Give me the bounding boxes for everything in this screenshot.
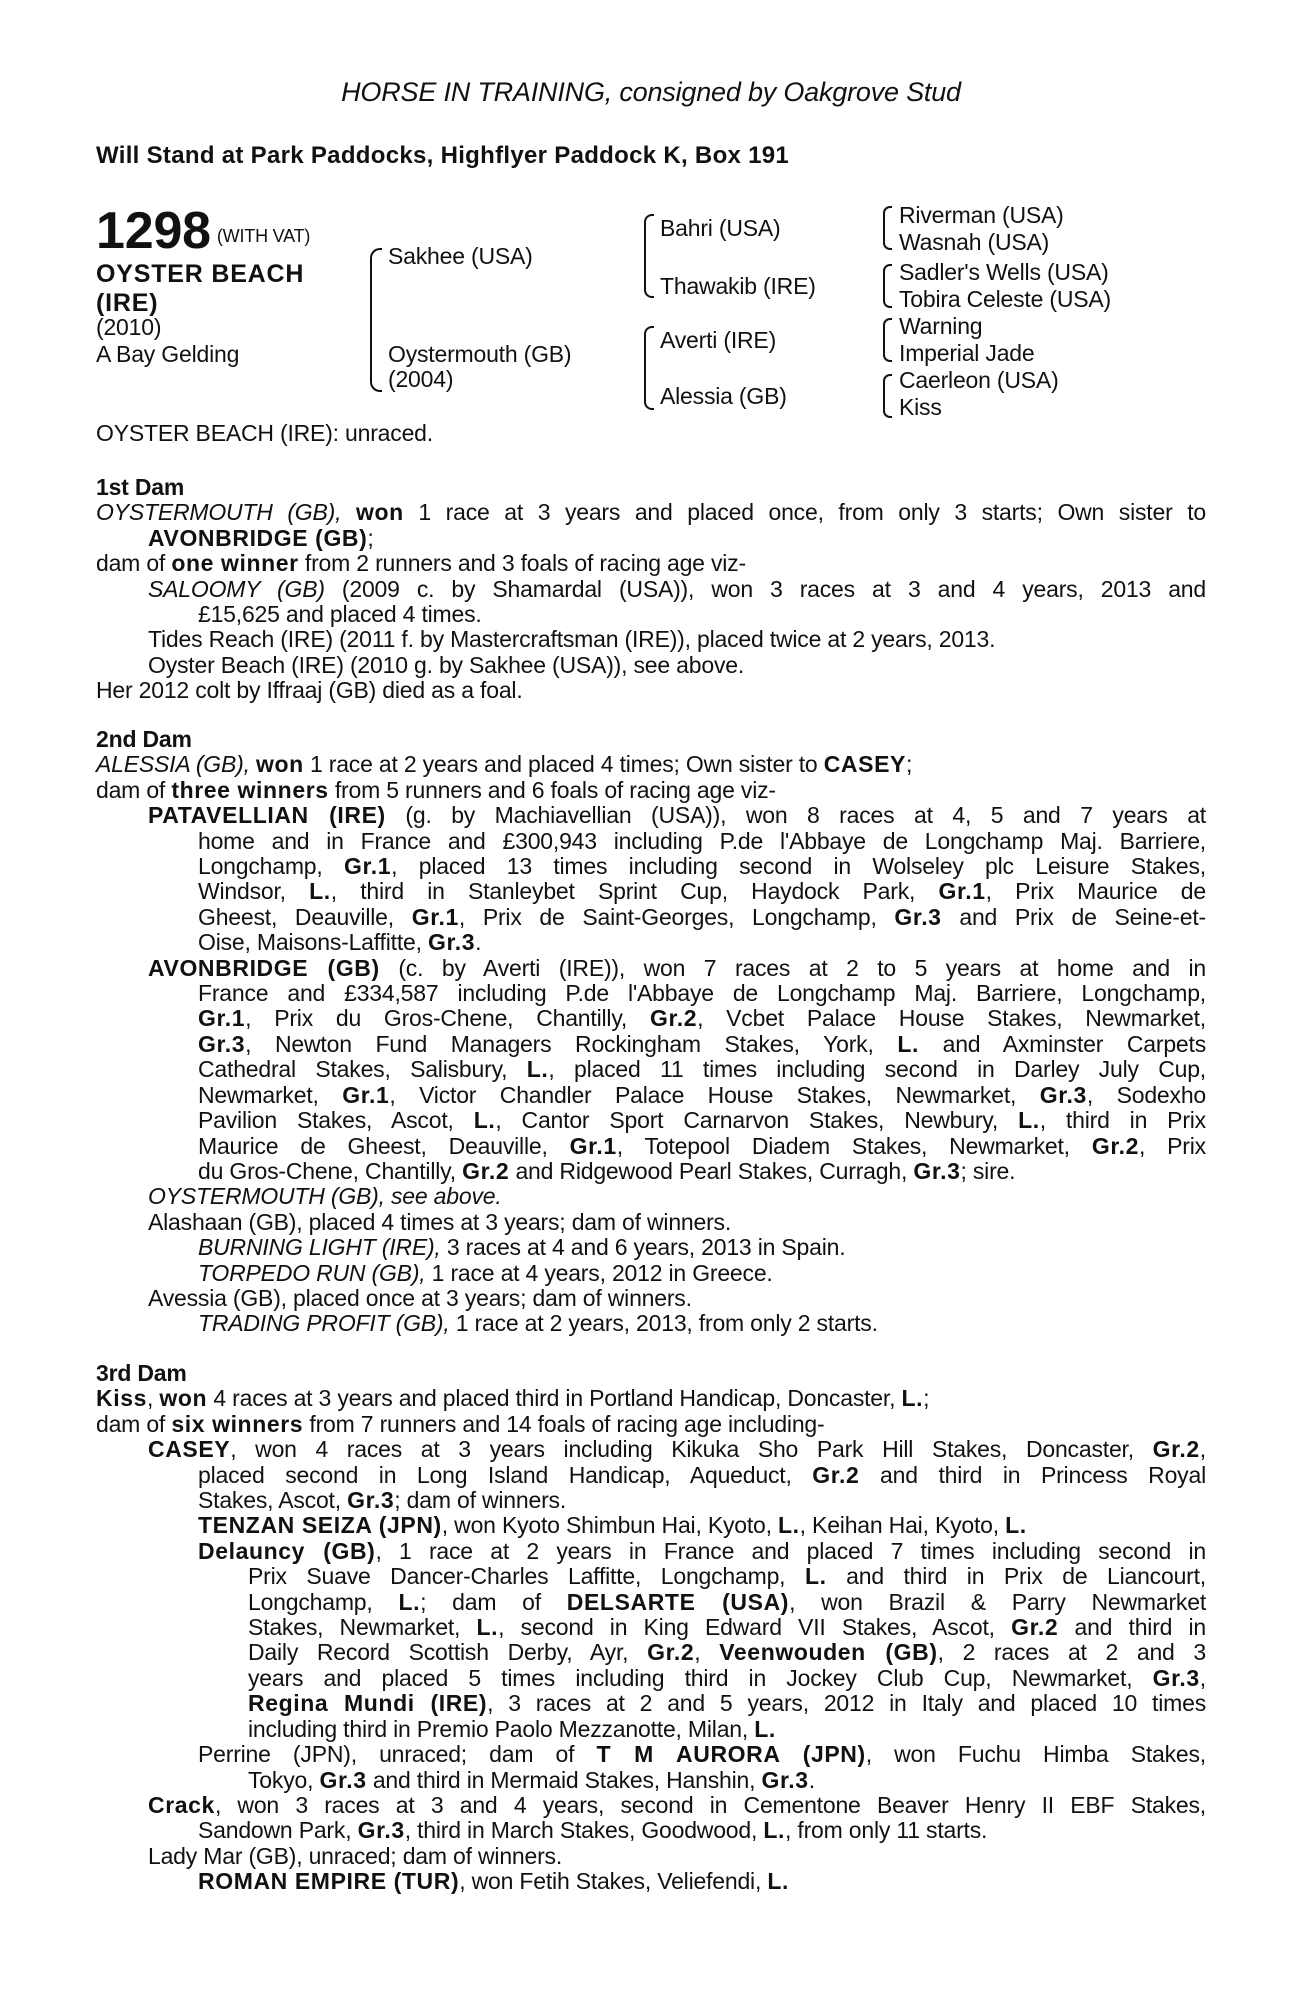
pedigree-ds: Averti (IRE) [660, 327, 777, 353]
pedigree-dam-year: (2004) [388, 366, 454, 393]
pedigree-ddd: Kiss [899, 394, 942, 420]
horse-year: (2010) [96, 314, 162, 340]
stand-location: Will Stand at Park Paddocks, Highflyer Paddock K, Box 191 [96, 142, 790, 169]
produce-entry: PATAVELLIAN (IRE) (g. by Machiavellian (USA)), won 8 races at 4, 5 and 7 years at [148, 802, 1206, 829]
produce-entry: Alashaan (GB), placed 4 times at 3 years; dam of winners. [148, 1208, 732, 1235]
pedigree-dsd: Imperial Jade [899, 340, 1035, 366]
page-title: HORSE IN TRAINING, consigned by Oakgrove Stud [341, 77, 961, 107]
grand-produce-entry: ROMAN EMPIRE (TUR), won Fetih Stakes, Veliefendi, L. [198, 1868, 789, 1895]
produce-entry-cont: France and £334,587 including P.de l'Abbaye de Longchamp Maj. Barriere, Longchamp, [198, 980, 1206, 1007]
grand-produce-entry-cont: Tokyo, Gr.3 and third in Mermaid Stakes, Hanshin, Gr.3. [248, 1766, 815, 1793]
grand-produce-entry-cont: Prix Suave Dancer-Charles Laffitte, Longchamp, L. and third in Prix de Liancourt, [248, 1563, 1206, 1590]
grand-produce-entry-cont: Stakes, Newmarket, L., second in King Edward VII Stakes, Ascot, Gr.2 and third in [248, 1614, 1206, 1641]
produce-entry: Lady Mar (GB), unraced; dam of winners. [148, 1842, 563, 1869]
grand-produce-entry-cont: Regina Mundi (IRE), 3 races at 2 and 5 years, 2012 in Italy and placed 10 times [248, 1690, 1207, 1717]
first-dam-section [96, 475, 1206, 704]
pedigree-dam [388, 342, 571, 393]
grand-produce-entry-cont: years and placed 5 times including third in Jockey Club Cup, Newmarket, Gr.3, [248, 1664, 1206, 1691]
produce-entry-cont: Cathedral Stakes, Salisbury, L., placed 11 times including second in Darley July Cup, [198, 1056, 1206, 1083]
section-heading: 2nd Dam [96, 726, 192, 752]
race-record: OYSTER BEACH (IRE): unraced. [96, 420, 433, 446]
produce-entry: Tides Reach (IRE) (2011 f. by Mastercraftsman (IRE)), placed twice at 2 years, 2013. [148, 626, 996, 653]
produce-entry-cont: Gheest, Deauville, Gr.1, Prix de Saint-Georges, Longchamp, Gr.3 and Prix de Seine-et- [198, 903, 1206, 930]
horse-name [96, 260, 304, 318]
grand-produce-entry: BURNING LIGHT (IRE), 3 races at 4 and 6 years, 2013 in Spain. [198, 1234, 846, 1261]
produce-entry-cont: Longchamp, Gr.1, placed 13 times including second in Wolseley plc Leisure Stakes, [198, 853, 1206, 880]
lot-number: 1298 [96, 202, 211, 260]
grand-produce-entry: Perrine (JPN), unraced; dam of T M AURORA (JPN), won Fuchu Himba Stakes, [198, 1741, 1206, 1768]
pedigree-dds: Caerleon (USA) [899, 367, 1059, 393]
vat-note: (WITH VAT) [216, 226, 311, 246]
brace-sd [883, 264, 892, 308]
produce-entry: AVONBRIDGE (GB) (c. by Averti (IRE)), won 7 races at 2 to 5 years at home and in [148, 954, 1206, 981]
second-dam-section [96, 727, 1206, 1337]
produce-entry-cont: £15,625 and placed 4 times. [198, 601, 482, 628]
produce-entry-cont: Gr.3, Newton Fund Managers Rockingham Stakes, York, L. and Axminster Carpets [198, 1030, 1206, 1057]
produce-entry-cont: Stakes, Ascot, Gr.3; dam of winners. [198, 1487, 567, 1514]
pedigree-sdd: Tobira Celeste (USA) [899, 286, 1112, 312]
brace-ds [883, 318, 892, 362]
produce-entry-cont: home and in France and £300,943 including P.de l'Abbaye de Longchamp Maj. Barriere, [198, 827, 1206, 854]
pedigree-dd: Alessia (GB) [660, 383, 787, 409]
pedigree-ssd: Wasnah (USA) [899, 229, 1050, 255]
produce-entry-cont: placed second in Long Island Handicap, Aqueduct, Gr.2 and third in Princess Royal [198, 1461, 1206, 1488]
horse-description: A Bay Gelding [96, 341, 240, 367]
grand-produce-entry: TRADING PROFIT (GB), 1 race at 2 years, 2013, from only 2 starts. [198, 1310, 878, 1337]
pedigree-sd: Thawakib (IRE) [660, 273, 816, 299]
produce-entry-cont: Newmarket, Gr.1, Victor Chandler Palace House Stakes, Newmarket, Gr.3, Sodexho [198, 1081, 1206, 1108]
grand-produce-entry: TENZAN SEIZA (JPN), won Kyoto Shimbun Hai, Kyoto, L., Keihan Hai, Kyoto, L. [198, 1512, 1027, 1539]
produce-entry: Oyster Beach (IRE) (2010 g. by Sakhee (USA)), see above. [148, 651, 745, 678]
produce-entry-cont: Maurice de Gheest, Deauville, Gr.1, Totepool Diadem Stakes, Newmarket, Gr.2, Prix [198, 1132, 1206, 1159]
grand-produce-entry: Delauncy (GB), 1 race at 2 years in France and placed 7 times including second in [198, 1537, 1207, 1564]
pedigree-dam-name: Oystermouth (GB) [388, 341, 572, 367]
pedigree-sire: Sakhee (USA) [388, 243, 533, 269]
pedigree-sss: Riverman (USA) [899, 202, 1064, 228]
pedigree-dss: Warning [899, 313, 983, 339]
section-heading: 3rd Dam [96, 1360, 187, 1386]
lot-number-block [96, 202, 311, 260]
dam-produce-line: dam of one winner from 2 runners and 3 foals of racing age viz- [96, 550, 746, 577]
sire-dam-brace [370, 248, 382, 392]
produce-entry-cont: Windsor, L., third in Stanleybet Sprint Cup, Haydock Park, Gr.1, Prix Maurice de [198, 878, 1206, 905]
pedigree-ss: Bahri (USA) [660, 215, 781, 241]
produce-entry: Her 2012 colt by Iffraaj (GB) died as a foal. [96, 677, 523, 704]
third-dam-section [96, 1361, 1206, 1895]
dam-summary-line: ALESSIA (GB), won 1 race at 2 years and placed 4 times; Own sister to CASEY; [96, 751, 913, 778]
dam-summary-line: OYSTERMOUTH (GB), won 1 race at 3 years and placed once, from only 3 starts; Own sister to [96, 499, 1206, 526]
brace-ss [883, 206, 892, 250]
produce-entry: OYSTERMOUTH (GB), see above. [148, 1183, 502, 1210]
produce-entry: Crack, won 3 races at 3 and 4 years, second in Cementone Beaver Henry II EBF Stakes, [148, 1791, 1206, 1818]
produce-entry-cont: Oise, Maisons-Laffitte, Gr.3. [198, 929, 482, 956]
produce-entry-cont: Sandown Park, Gr.3, third in March Stakes, Goodwood, L., from only 11 starts. [198, 1817, 988, 1844]
dam-line-brace [644, 326, 654, 410]
grand-produce-entry: TORPEDO RUN (GB), 1 race at 4 years, 2012 in Greece. [198, 1259, 773, 1286]
section-heading: 1st Dam [96, 474, 185, 500]
horse-name-line2: (IRE) [96, 289, 159, 317]
grand-produce-entry-cont: including third in Premio Paolo Mezzanotte, Milan, L. [248, 1715, 776, 1742]
produce-entry: Avessia (GB), placed once at 3 years; dam of winners. [148, 1284, 692, 1311]
grand-produce-entry-cont: Longchamp, L.; dam of DELSARTE (USA), won Brazil & Parry Newmarket [248, 1588, 1207, 1615]
dam-summary-line: AVONBRIDGE (GB); [148, 524, 374, 551]
horse-name-line1: OYSTER BEACH [96, 260, 305, 288]
produce-entry-cont: du Gros-Chene, Chantilly, Gr.2 and Ridgewood Pearl Stakes, Curragh, Gr.3; sire. [198, 1157, 1016, 1184]
dam-summary-line: Kiss, won 4 races at 3 years and placed third in Portland Handicap, Doncaster, L.; [96, 1385, 930, 1412]
produce-entry: CASEY, won 4 races at 3 years including Kikuka Sho Park Hill Stakes, Doncaster, Gr.2, [148, 1436, 1206, 1463]
dam-produce-line: dam of six winners from 7 runners and 14 foals of racing age including- [96, 1410, 825, 1437]
produce-entry-cont: Gr.1, Prix du Gros-Chene, Chantilly, Gr.2, Vcbet Palace House Stakes, Newmarket, [198, 1005, 1206, 1032]
sire-line-brace [644, 214, 654, 298]
pedigree-sds: Sadler's Wells (USA) [899, 259, 1109, 285]
brace-dd [883, 374, 892, 418]
produce-entry-cont: Pavilion Stakes, Ascot, L., Cantor Sport Carnarvon Stakes, Newbury, L., third in Prix [198, 1107, 1206, 1134]
grand-produce-entry-cont: Daily Record Scottish Derby, Ayr, Gr.2, Veenwouden (GB), 2 races at 2 and 3 [248, 1639, 1206, 1666]
dam-produce-line: dam of three winners from 5 runners and 6 foals of racing age viz- [96, 776, 776, 803]
produce-entry: SALOOMY (GB) (2009 c. by Shamardal (USA)), won 3 races at 3 and 4 years, 2013 and [148, 575, 1206, 602]
